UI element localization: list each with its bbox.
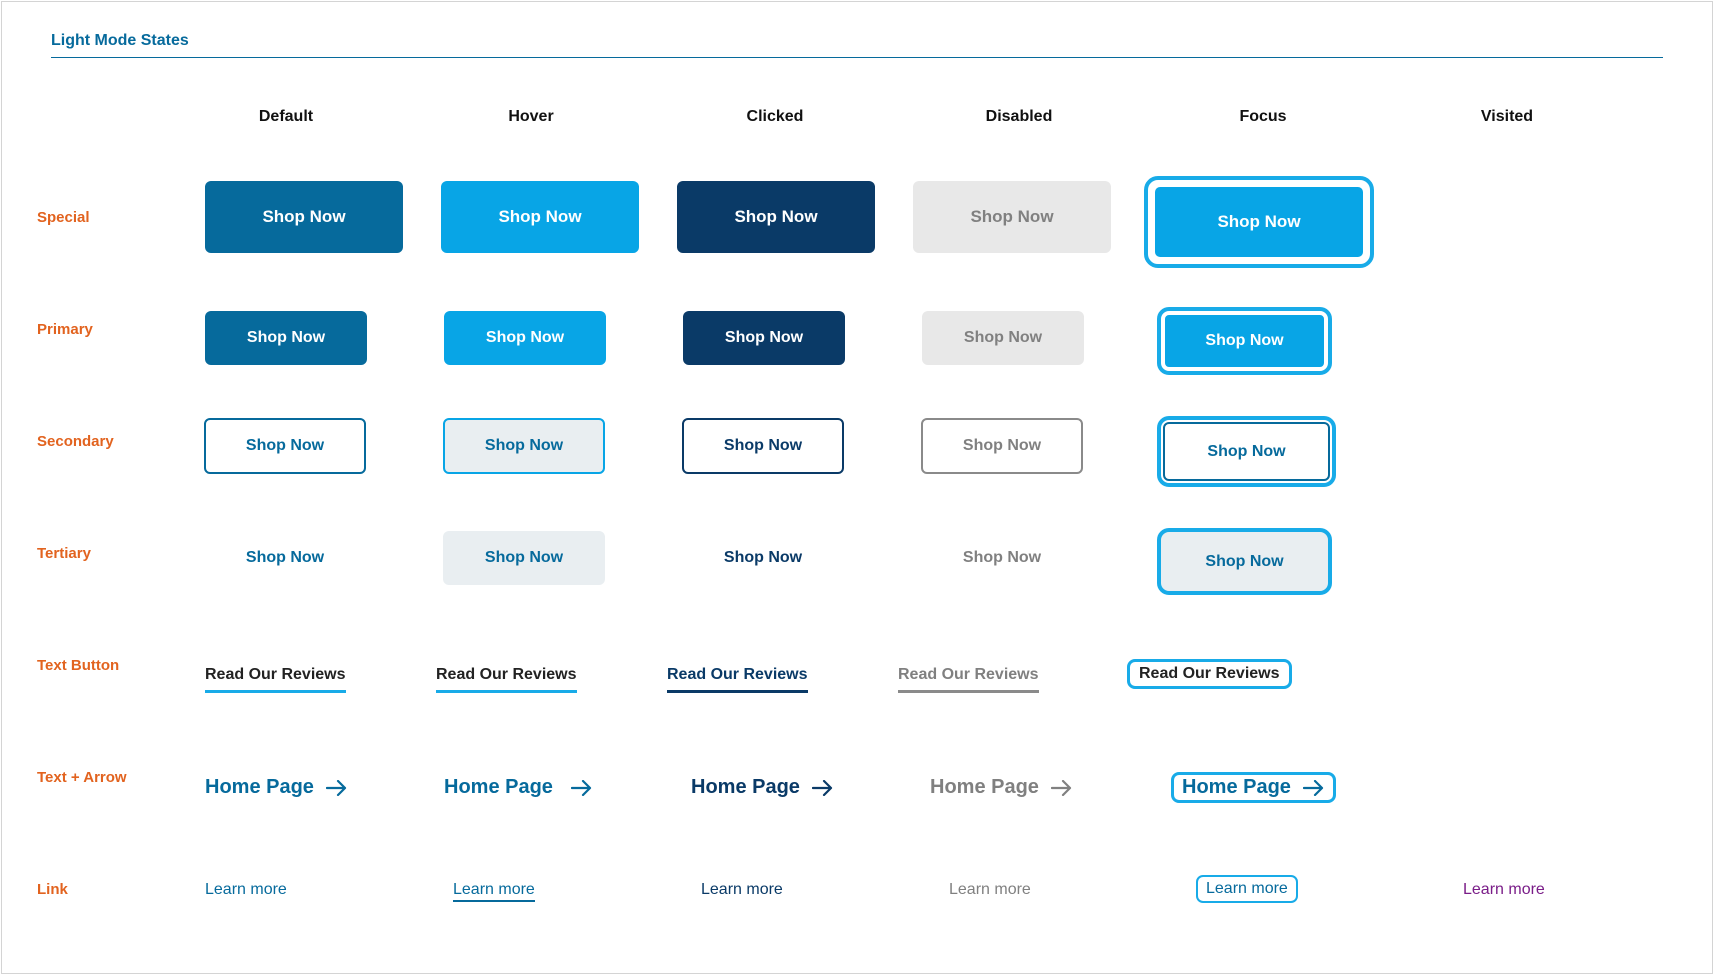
primary-button-disabled: Shop Now bbox=[922, 311, 1084, 365]
secondary-button-disabled: Shop Now bbox=[921, 418, 1083, 474]
link-hover[interactable]: Learn more bbox=[453, 881, 535, 902]
arrow-link-default[interactable] bbox=[205, 776, 348, 799]
primary-button-clicked[interactable]: Shop Now bbox=[683, 311, 845, 365]
col-header-clicked: Clicked bbox=[746, 108, 804, 125]
link-default[interactable]: Learn more bbox=[205, 881, 287, 898]
text-button-hover[interactable]: Read Our Reviews bbox=[436, 666, 577, 693]
primary-button-default[interactable]: Shop Now bbox=[205, 311, 367, 365]
tertiary-button-hover[interactable]: Shop Now bbox=[443, 531, 605, 585]
secondary-button-default[interactable]: Shop Now bbox=[204, 418, 366, 474]
secondary-button-hover[interactable]: Shop Now bbox=[443, 418, 605, 474]
arrow-link-clicked[interactable] bbox=[691, 776, 834, 799]
col-header-disabled: Disabled bbox=[985, 108, 1053, 125]
row-label-text-button: Text Button bbox=[37, 657, 120, 674]
arrow-right-icon bbox=[812, 780, 834, 796]
arrow-right-icon bbox=[326, 780, 348, 796]
tertiary-button-focus[interactable]: Shop Now bbox=[1157, 528, 1332, 595]
secondary-button-focus[interactable]: Shop Now bbox=[1163, 422, 1330, 481]
tertiary-button-disabled: Shop Now bbox=[962, 549, 1042, 566]
special-button-hover[interactable]: Shop Now bbox=[441, 181, 639, 253]
arrow-link-label: Home Page bbox=[930, 776, 1039, 798]
tertiary-button-default[interactable]: Shop Now bbox=[245, 549, 325, 566]
col-header-default: Default bbox=[258, 108, 314, 125]
text-button-clicked[interactable]: Read Our Reviews bbox=[667, 666, 808, 693]
special-button-focus[interactable]: Shop Now bbox=[1152, 184, 1366, 260]
link-visited[interactable]: Learn more bbox=[1463, 881, 1545, 898]
special-button-disabled: Shop Now bbox=[913, 181, 1111, 253]
row-label-primary: Primary bbox=[37, 321, 93, 338]
col-header-hover: Hover bbox=[508, 108, 554, 125]
primary-button-hover[interactable]: Shop Now bbox=[444, 311, 606, 365]
section-title: Light Mode States bbox=[51, 32, 189, 49]
secondary-button-clicked[interactable]: Shop Now bbox=[682, 418, 844, 474]
text-button-focus[interactable]: Read Our Reviews bbox=[1127, 659, 1292, 689]
row-label-special: Special bbox=[37, 209, 90, 226]
arrow-link-hover[interactable] bbox=[444, 776, 593, 799]
text-button-default[interactable]: Read Our Reviews bbox=[205, 666, 346, 693]
arrow-link-label: Home Page bbox=[444, 776, 553, 798]
arrow-right-icon bbox=[1051, 780, 1073, 796]
row-label-text-arrow: Text + Arrow bbox=[37, 769, 127, 786]
row-label-tertiary: Tertiary bbox=[37, 545, 91, 562]
tertiary-button-clicked[interactable]: Shop Now bbox=[723, 549, 803, 566]
arrow-right-icon bbox=[1303, 780, 1325, 796]
arrow-right-icon bbox=[571, 780, 593, 796]
arrow-link-label: Home Page bbox=[1182, 776, 1291, 798]
arrow-link-focus[interactable] bbox=[1171, 772, 1336, 803]
row-label-secondary: Secondary bbox=[37, 433, 114, 450]
link-focus[interactable]: Learn more bbox=[1196, 875, 1298, 903]
col-header-visited: Visited bbox=[1480, 108, 1534, 125]
text-button-disabled: Read Our Reviews bbox=[898, 666, 1039, 693]
col-header-focus: Focus bbox=[1239, 108, 1287, 125]
arrow-link-disabled bbox=[930, 776, 1073, 799]
special-button-clicked[interactable]: Shop Now bbox=[677, 181, 875, 253]
primary-button-focus[interactable]: Shop Now bbox=[1163, 313, 1326, 369]
link-clicked[interactable]: Learn more bbox=[701, 881, 783, 898]
canvas-frame bbox=[1, 1, 1713, 974]
special-button-default[interactable]: Shop Now bbox=[205, 181, 403, 253]
row-label-link: Link bbox=[37, 881, 68, 898]
title-divider bbox=[51, 57, 1663, 58]
arrow-link-label: Home Page bbox=[691, 776, 800, 798]
arrow-link-label: Home Page bbox=[205, 776, 314, 798]
link-disabled: Learn more bbox=[949, 881, 1031, 898]
